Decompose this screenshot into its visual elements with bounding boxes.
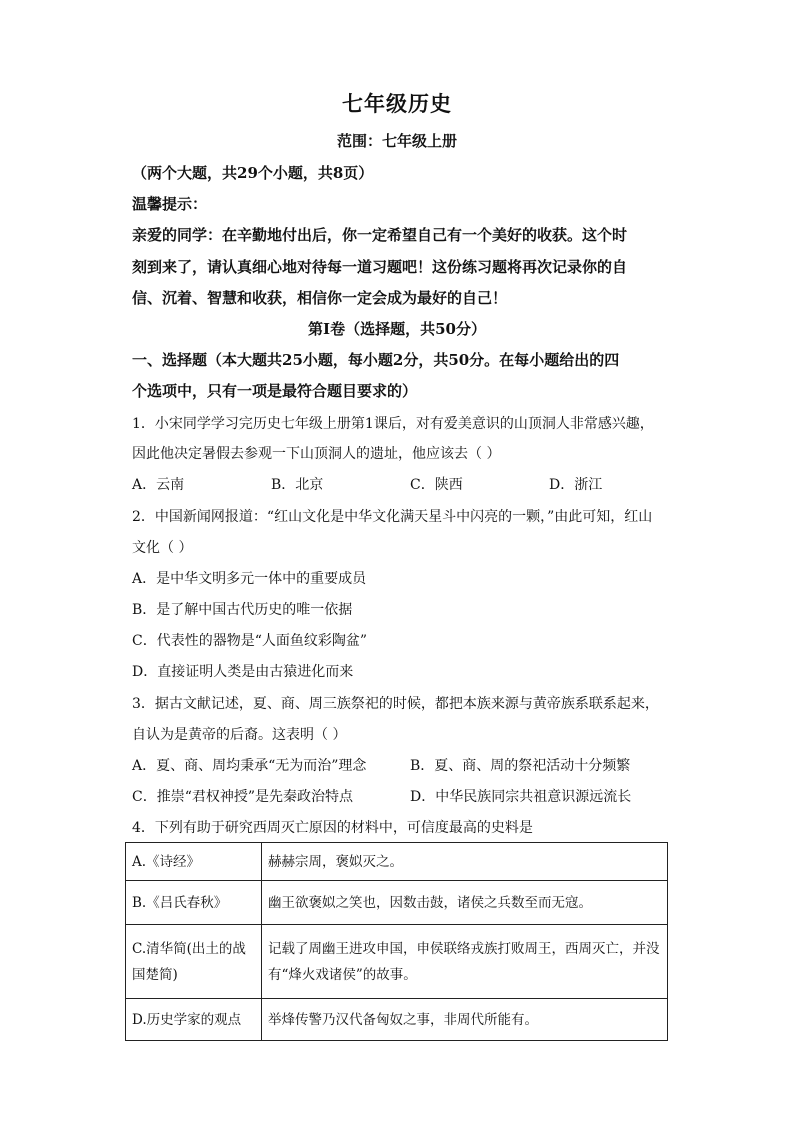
table-row [126,999,668,1041]
table-cell-source: C.清华简(出土的战国楚简) [126,925,262,999]
exam-scope: 范围：七年级上册 [336,132,457,150]
question-1-option-a: A．云南 [132,477,185,493]
question-2-stem: 2．中国新闻网报道：“红山文化是中华文化满天星斗中闪亮的一颗，”由此可知，红山 [132,509,653,525]
tip-line: 刻到来了，请认真细心地对待每一道习题吧！这份练习题将再次记录你的自 [132,258,628,276]
table-cell-content: 记载了周幽王进攻申国，申侯联络戎族打败周王，西周灭亡，并没有“烽火戏诸侯”的故事。 [262,925,668,999]
source-table [125,842,668,1041]
table-cell-content: 举烽传警乃汉代备匈奴之事，非周代所能有。 [262,999,668,1041]
question-2-option-d: D．直接证明人类是由古猿进化而来 [132,664,354,680]
table-cell-content: 幽王欲褒姒之笑也，因数击鼓，诸侯之兵数至而无寇。 [262,881,668,925]
exam-summary: （两个大题，共29个小题，共8页） [132,164,374,182]
question-2-option-c: C．代表性的器物是“人面鱼纹彩陶盆” [132,633,368,649]
section-heading: 一、选择题（本大题共25小题，每小题2分，共50分。在每小题给出的四 [132,351,620,369]
question-2-option-b: B．是了解中国古代历史的唯一依据 [132,602,353,618]
question-1-stem: 因此他决定暑假去参观一下山顶洞人的遗址，他应该去（ ） [132,446,501,462]
table-cell-source: A.《诗经》 [126,843,262,881]
question-1-option-b: B．北京 [271,477,324,493]
question-4-stem: 4．下列有助于研究西周灭亡原因的材料中，可信度最高的史料是 [132,820,533,836]
question-1-option-c: C．陕西 [410,477,463,493]
tip-line: 信、沉着、智慧和收获，相信你一定会成为最好的自己！ [132,289,508,307]
question-3-option-c: C．推崇“君权神授”是先秦政治特点 [132,789,354,805]
question-3-option-a: A．夏、商、周均秉承“无为而治”理念 [132,758,367,774]
question-2-stem: 文化（ ） [132,540,193,556]
tip-line: 亲爱的同学：在辛勤地付出后，你一定希望自己有一个美好的收获。这个时 [132,226,628,244]
question-1-stem: 1．小宋同学学习完历史七年级上册第1课后，对有爱美意识的山顶洞人非常感兴趣， [132,416,654,432]
tip-label: 温馨提示： [132,195,208,213]
table-row [126,843,668,881]
table-row [126,925,668,999]
table-cell-content: 赫赫宗周，褒姒灭之。 [262,843,668,881]
question-3-option-d: D．中华民族同宗共祖意识源远流长 [410,789,632,805]
question-3-option-b: B．夏、商、周的祭祀活动十分频繁 [410,758,631,774]
table-cell-source: B.《吕氏春秋》 [126,881,262,925]
table-row [126,881,668,925]
page-title: 七年级历史 [342,91,452,116]
question-3-stem: 3．据古文献记述，夏、商、周三族祭祀的时候，都把本族来源与黄帝族系联系起来， [132,696,659,712]
question-1-option-d: D．浙江 [549,477,603,493]
question-3-stem: 自认为是黄帝的后裔。这表明（ ） [132,727,347,743]
section-heading: 个选项中，只有一项是最符合题目要求的） [132,382,418,400]
volume-heading: 第Ⅰ卷（选择题，共50分） [308,320,486,338]
table-cell-source: D.历史学家的观点 [126,999,262,1041]
question-2-option-a: A．是中华文明多元一体中的重要成员 [132,571,367,587]
